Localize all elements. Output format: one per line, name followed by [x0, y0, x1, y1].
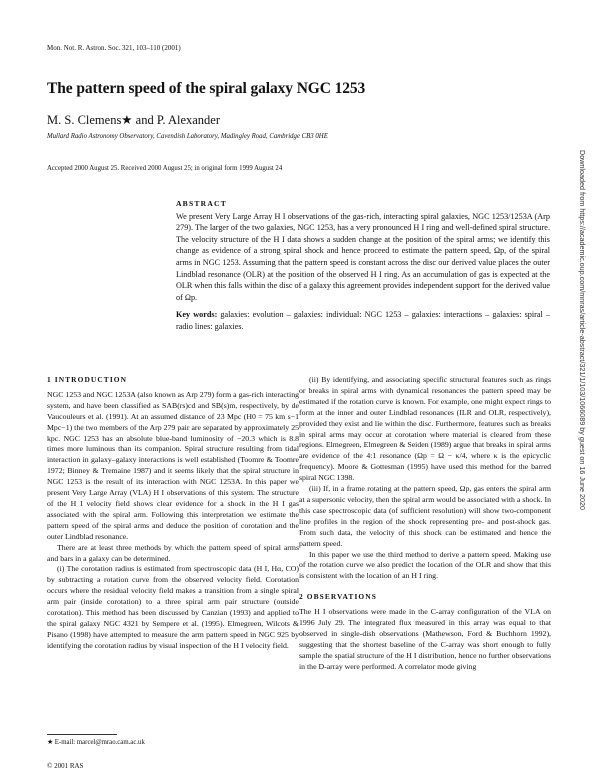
- keywords: [176, 309, 550, 332]
- copyright: © 2001 RAS: [47, 762, 84, 770]
- footnote: ★ E-mail: marcel@mrao.cam.ac.uk: [47, 739, 145, 746]
- paragraph: NGC 1253 and NGC 1253A (also known as Arp 279) form a gas-rich interacting system, and have been classified as SAB(rs)cd and SB(s)m, respectively, by de Vaucouleurs et al. (1991). At an assumed distance of 23 Mpc (H0 = 75 km s−1 Mpc−1) the two members of the Arp 279 pair are separated by approximately 25 kpc. NGC 1253 has an absolute blue-band luminosity of −20.3 which is 8.8 times more luminous than its companion. Spiral structure resulting from tidal interaction in galaxy–galaxy interactions is well established (Toomre & Toomre 1972; Binney & Tremaine 1987) and it seems likely that the spiral structure in NGC 1253 is the result of its interaction with NGC 1253A. In this paper we present Very Large Array (VLA) H I observations of this system. The structure of the H I velocity field shows clear evidence for a shock in the H I gas associated with the spiral arm. Following this interpretation we estimate the pattern speed of the spiral arms and deduce the position of corotation and the outer Lindblad resonance.: [47, 389, 299, 541]
- abstract-block: [176, 198, 550, 333]
- download-watermark-text: Downloaded from https://academic.oup.com/mnras/article-abstract/321/1/103/1066089 by guest on 16 June 2020: [578, 150, 587, 510]
- paper-title: The pattern speed of the spiral galaxy NGC 1253: [47, 80, 366, 97]
- keywords-text: galaxies: evolution – galaxies: individual: NGC 1253 – galaxies: interactions – galaxies: spiral – radio lines: galaxies.: [176, 310, 551, 331]
- footnote-rule: [47, 734, 117, 735]
- section-heading-introduction: 1 INTRODUCTION: [47, 375, 128, 384]
- paragraph: There are at least three methods by which the pattern speed of spiral arms and bars in a galaxy can be determined.: [47, 542, 299, 563]
- column-right: [299, 375, 551, 673]
- keywords-label: Key words:: [176, 310, 218, 320]
- paragraph: (ii) By identifying, and associating specific structural features such as rings or breaks in spiral arms with dynamical resonances the pattern speed may be estimated if the rotation curve is known. For example, one might expect rings to form at the inner and outer Lindblad resonances (ILR and OLR, respectively), provided they exist and lie within the disc. Furthermore, features such as breaks in spiral arms may occur at corotation where material is cleared from these regions. Elmegreen, Elmegreen & Seiden (1989) argue that breaks in spiral arms are evidence of the 4:1 resonance (Ωp = Ω − κ/4, where κ is the epicyclic frequency). Moore & Gottesman (1995) have used this method for the barred spiral NGC 1398.: [299, 375, 551, 483]
- journal-header: Mon. Not. R. Astron. Soc. 321, 103–110 (2001): [47, 44, 181, 52]
- column-left: [47, 375, 299, 652]
- submission-dates: Accepted 2000 August 25. Received 2000 August 25; in original form 1999 August 24: [47, 165, 283, 172]
- section-heading-observations: 2 OBSERVATIONS: [299, 592, 377, 602]
- authors: M. S. Clemens★ and P. Alexander: [47, 113, 220, 127]
- affiliation: Mullard Radio Astronomy Observatory, Cavendish Laboratory, Madingley Road, Cambridge CB3 0HE: [47, 133, 328, 140]
- abstract-text: We present Very Large Array H I observations of the gas-rich, interacting spiral galaxies, NGC 1253/1253A (Arp 279). The larger of the two galaxies, NGC 1253, has a very pronounced H I ring and well-defined spiral structure. The velocity structure of the H I data shows a sudden change at the position of the spiral arms; we identify this change as evidence of a strong spiral shock and hence proceed to estimate the pattern speed, Ωp, of the spiral arms in NGC 1253. Assuming that the pattern speed is constant across the disc our derived value places the outer Lindblad resonance (OLR) at the position of the observed H I ring. As an accumulation of gas is expected at the OLR when this falls within the disc of a galaxy this agreement provides independent support for the derived value of Ωp.: [176, 211, 550, 302]
- paragraph: (i) The corotation radius is estimated from spectroscopic data (H I, Hα, CO) by subtracting a rotation curve from the observed velocity field. Corotation occurs where the residual velocity field makes a transition from a single spiral arm pair (inside corotation) to a three spiral arm pair structure (outside corotation). This method has been discussed by Canzian (1993) and applied to the spiral galaxy NGC 4321 by Sempere et al. (1995). Elmegreen, Wilcots & Pisano (1998) have attempted to measure the arm pattern speed in NGC 925 by identifying the corotation radius by visual inspection of the H I velocity field.: [47, 564, 299, 650]
- paragraph: The H I observations were made in the C-array configuration of the VLA on 1996 July 29. The integrated flux measured in this array was equal to that observed in single-dish observations (Mathewson, Ford & Buchhorn 1992), suggesting that the shortest baseline of the C-array was short enough to fully sample the spatial structure of the H I distribution, hence no further observations in the D-array were performed. A correlator mode giving: [299, 607, 551, 671]
- paragraph: In this paper we use the third method to derive a pattern speed. Making use of the rotation curve we also predict the location of the OLR and show that this is consistent with the location of an H I ring.: [299, 549, 551, 581]
- paragraph: (iii) If, in a frame rotating at the pattern speed, Ωp, gas enters the spiral arm at a supersonic velocity, then the spiral arm would be associated with a shock. In this case spectroscopic data (of sufficient resolution) will show two-component line profiles in the region of the shock representing pre- and post-shock gas. From such data, the velocity of this shock can be estimated and hence the pattern speed.: [299, 484, 551, 548]
- abstract-heading: ABSTRACT: [176, 199, 227, 208]
- download-watermark: [579, 150, 587, 710]
